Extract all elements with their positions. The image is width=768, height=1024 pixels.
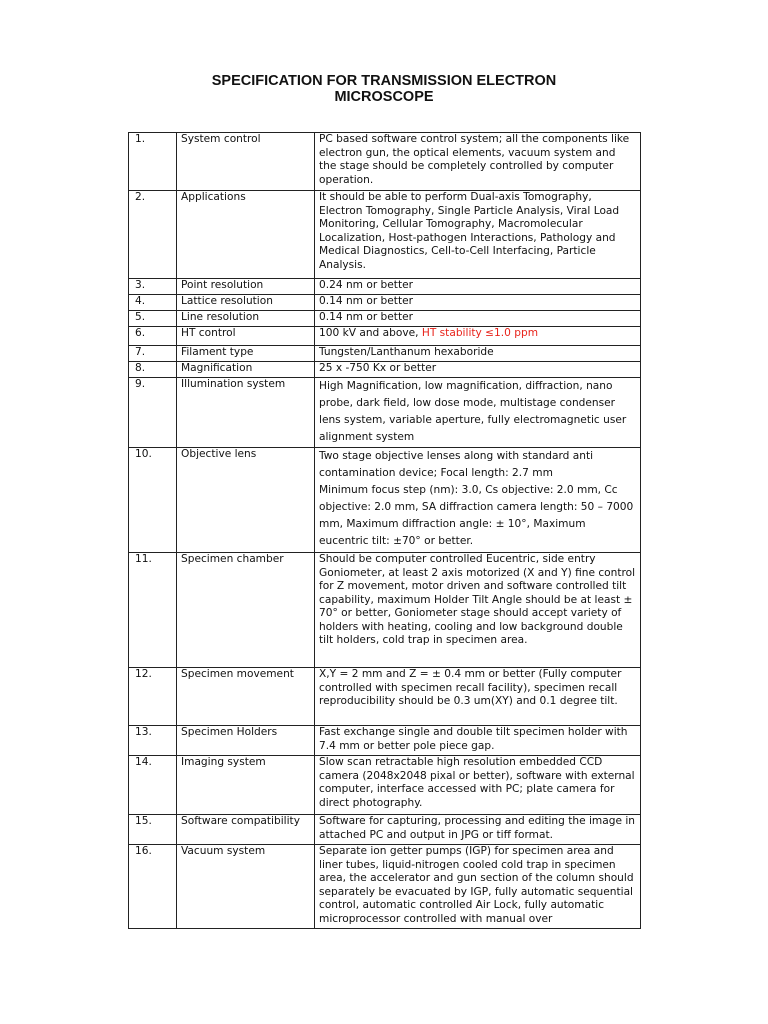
table-row — [129, 327, 641, 346]
row-number: 8. — [129, 362, 177, 378]
table-row — [129, 553, 641, 668]
table-row — [129, 311, 641, 327]
ht-stability-highlight: HT stability ≤1.0 ppm — [421, 327, 539, 339]
row-number: 11. — [129, 553, 177, 668]
row-item: Applications — [177, 191, 315, 279]
table-row — [129, 378, 641, 448]
row-spec: It should be able to perform Dual-axis Tomography, Electron Tomography, Single Particle Analysis, Viral Load Monitoring, Cellular Tomography, Macromolecular Localization, Host-pathogen Interactions, Pathology and Medical Diagnostics, Cell-to-Cell Interfacing, Particle Analysis. — [315, 191, 641, 279]
row-item: Filament type — [177, 346, 315, 362]
specification-table — [128, 132, 641, 929]
row-spec-text: 100 kV and above, — [319, 327, 422, 339]
row-number: 1. — [129, 133, 177, 191]
document-title — [0, 73, 768, 105]
row-item: Specimen movement — [177, 668, 315, 726]
row-item: Specimen chamber — [177, 553, 315, 668]
row-number: 12. — [129, 668, 177, 726]
row-number: 2. — [129, 191, 177, 279]
row-number: 10. — [129, 448, 177, 553]
row-item: Vacuum system — [177, 845, 315, 929]
table-row — [129, 279, 641, 295]
title-line-2: MICROSCOPE — [334, 89, 434, 105]
row-spec: Separate ion getter pumps (IGP) for specimen area and liner tubes, liquid-nitrogen cooled cold trap in specimen area, the accelerator and gun section of the column should separately be evacuated by IGP, fully automatic sequential control, automatic controlled Air Lock, fully automatic microprocessor controlled with manual over — [315, 845, 641, 929]
row-number: 13. — [129, 726, 177, 756]
row-spec: 0.14 nm or better — [315, 311, 641, 327]
row-item: Magnification — [177, 362, 315, 378]
row-spec-part-1: Two stage objective lenses along with standard anti contamination device; Focal length: 2.7 mm — [319, 450, 594, 479]
row-spec: High Magnification, low magnification, diffraction, nano probe, dark field, low dose mode, multistage condenser lens system, variable aperture, fully electromagnetic user alignment system — [315, 378, 641, 448]
row-item: Objective lens — [177, 448, 315, 553]
row-number: 4. — [129, 295, 177, 311]
table-row — [129, 133, 641, 191]
row-number: 14. — [129, 756, 177, 815]
row-spec: 0.24 nm or better — [315, 279, 641, 295]
row-item: Line resolution — [177, 311, 315, 327]
table-row — [129, 346, 641, 362]
table-row — [129, 668, 641, 726]
row-spec: PC based software control system; all the components like electron gun, the optical elements, vacuum system and the stage should be completely controlled by computer operation. — [315, 133, 641, 191]
row-spec-part-2: Minimum focus step (nm): 3.0, Cs objective: 2.0 mm, Cc objective: 2.0 mm, SA diffraction camera length: 50 – 7000 mm, Maximum diffraction angle: ± 10°, Maximum eucentric tilt: ±70° or better. — [319, 484, 634, 547]
table-row — [129, 815, 641, 845]
table-row — [129, 295, 641, 311]
row-item: HT control — [177, 327, 315, 346]
row-spec: Slow scan retractable high resolution embedded CCD camera (2048x2048 pixal or better), software with external computer, interface accessed with PC; plate camera for direct photography. — [315, 756, 641, 815]
table-row — [129, 756, 641, 815]
row-number: 9. — [129, 378, 177, 448]
row-spec: 25 x -750 Kx or better — [315, 362, 641, 378]
row-number: 7. — [129, 346, 177, 362]
row-spec: Should be computer controlled Eucentric, side entry Goniometer, at least 2 axis motorized (X and Y) fine control for Z movement, motor driven and software controlled tilt capability, maximum Holder Tilt Angle should be at least ± 70° or better, Goniometer stage should accept variety of holders with heating, cooling and low background double tilt holders, cold trap in specimen area. — [315, 553, 641, 668]
table-row — [129, 726, 641, 756]
row-spec: Software for capturing, processing and editing the image in attached PC and output in JPG or tiff format. — [315, 815, 641, 845]
title-line-1: SPECIFICATION FOR TRANSMISSION ELECTRON — [211, 73, 557, 89]
row-spec: 0.14 nm or better — [315, 295, 641, 311]
row-spec: Tungsten/Lanthanum hexaboride — [315, 346, 641, 362]
table-row — [129, 362, 641, 378]
row-item: Imaging system — [177, 756, 315, 815]
row-spec — [315, 448, 641, 553]
row-number: 16. — [129, 845, 177, 929]
row-item: Illumination system — [177, 378, 315, 448]
table-row — [129, 845, 641, 929]
table-row — [129, 448, 641, 553]
row-spec: X,Y = 2 mm and Z = ± 0.4 mm or better (Fully computer controlled with specimen recall facility), specimen recall reproducibility should be 0.3 um(XY) and 0.1 degree tilt. — [315, 668, 641, 726]
row-item: System control — [177, 133, 315, 191]
row-number: 15. — [129, 815, 177, 845]
row-item: Lattice resolution — [177, 295, 315, 311]
row-spec — [315, 327, 641, 346]
row-item: Software compatibility — [177, 815, 315, 845]
row-item: Point resolution — [177, 279, 315, 295]
row-item: Specimen Holders — [177, 726, 315, 756]
table-row — [129, 191, 641, 279]
row-number: 3. — [129, 279, 177, 295]
row-number: 6. — [129, 327, 177, 346]
row-spec: Fast exchange single and double tilt specimen holder with 7.4 mm or better pole piece gap. — [315, 726, 641, 756]
row-number: 5. — [129, 311, 177, 327]
